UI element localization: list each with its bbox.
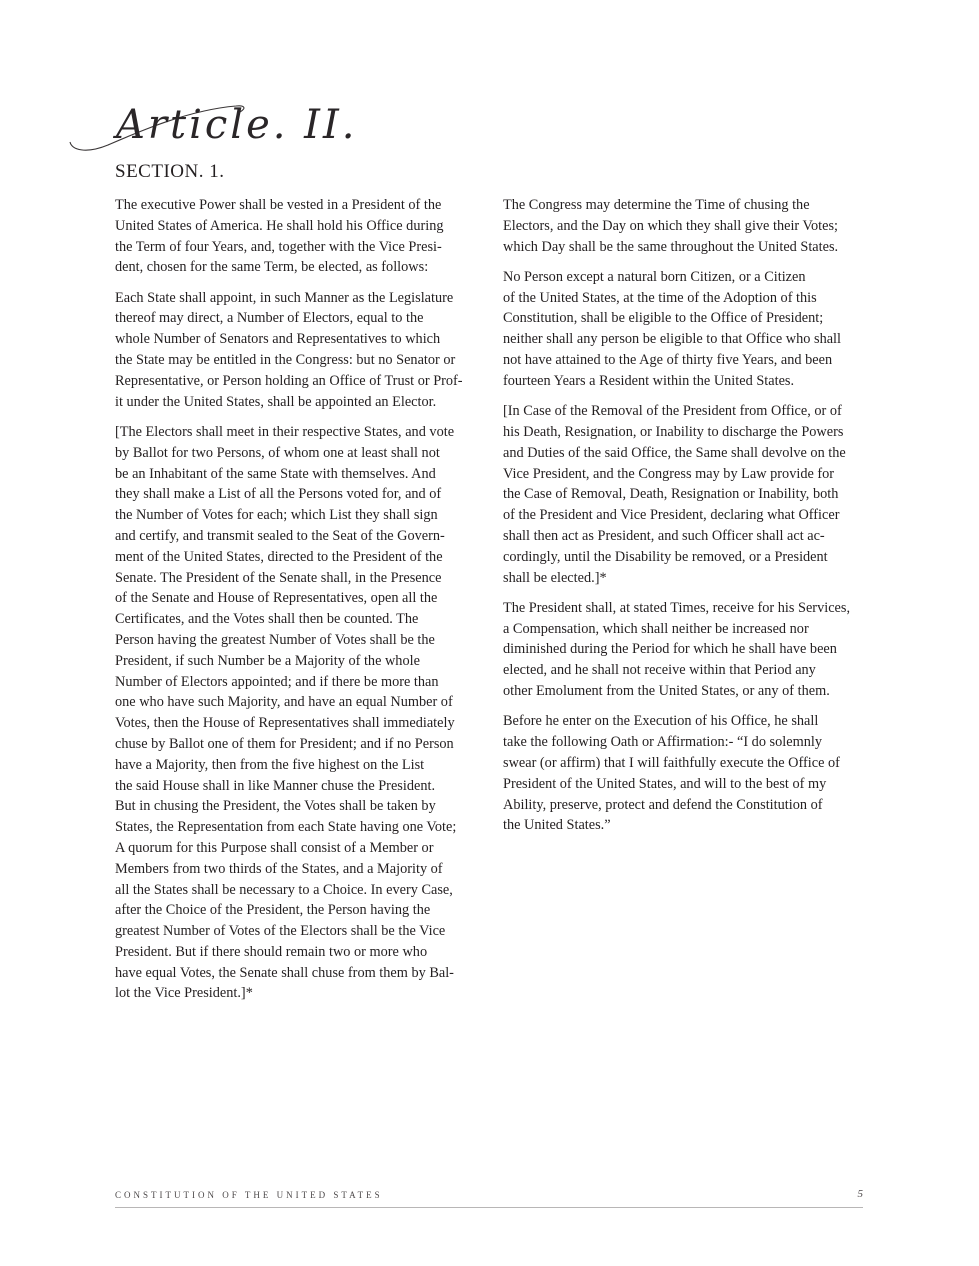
text-line: thereof may direct, a Number of Electors, equal to the bbox=[115, 310, 424, 327]
text-line: President of the United States, and will to the best of my bbox=[503, 775, 827, 792]
text-line: they shall make a List of all the Persons voted for, and of bbox=[115, 486, 442, 503]
text-line: and Duties of the said Office, the Same shall devolve on the bbox=[503, 444, 846, 461]
text-line: swear (or affirm) that I will faithfully execute the Office of bbox=[503, 754, 840, 771]
text-line: take the following Oath or Affirmation:- “I do solemnly bbox=[503, 734, 822, 751]
text-line: Number of Electors appointed; and if there be more than bbox=[115, 673, 439, 690]
text-line: shall be elected.]* bbox=[503, 569, 607, 586]
text-line: all the States shall be necessary to a Choice. In every Case, bbox=[115, 881, 453, 898]
paragraph bbox=[503, 401, 865, 588]
left-column bbox=[115, 195, 475, 1014]
text-line: Each State shall appoint, in such Manner as the Legislature bbox=[115, 289, 454, 306]
text-line: ment of the United States, directed to the President of the bbox=[115, 548, 443, 565]
text-line: the said House shall in like Manner chuse the President. bbox=[115, 777, 436, 794]
text-line: dent, chosen for the same Term, be elected, as follows: bbox=[115, 259, 429, 276]
text-line: Representative, or Person holding an Office of Trust or Prof- bbox=[115, 372, 463, 389]
section-title: SECTION. 1. bbox=[115, 161, 225, 182]
text-line: whole Number of Senators and Representatives to which bbox=[115, 331, 441, 348]
text-line: after the Choice of the President, the Person having the bbox=[115, 902, 431, 919]
text-line: Senate. The President of the Senate shall, in the Presence bbox=[115, 569, 442, 586]
text-line: of the Senate and House of Representatives, open all the bbox=[115, 590, 438, 607]
paragraph bbox=[503, 267, 865, 392]
text-line: [The Electors shall meet in their respective States, and vote bbox=[115, 423, 455, 440]
text-line: elected, and he shall not receive within that Period any bbox=[503, 662, 816, 679]
text-line: his Death, Resignation, or Inability to discharge the Powers bbox=[503, 423, 844, 440]
text-line: of the President and Vice President, declaring what Officer bbox=[503, 507, 840, 524]
text-line: Votes, then the House of Representatives shall immediately bbox=[115, 715, 455, 732]
text-line: shall then act as President, and such Officer shall act ac- bbox=[503, 527, 825, 544]
text-line: be an Inhabitant of the same State with themselves. And bbox=[115, 465, 436, 482]
article-heading bbox=[68, 98, 388, 158]
paragraph bbox=[503, 195, 865, 257]
paragraph bbox=[115, 195, 475, 278]
text-line: No Person except a natural born Citizen, or a Citizen bbox=[503, 268, 806, 285]
text-line: have a Majority, then from the five highest on the List bbox=[115, 756, 425, 773]
footer-title: CONSTITUTION OF THE UNITED STATES bbox=[115, 1190, 383, 1200]
text-line: Person having the greatest Number of Votes shall be the bbox=[115, 631, 435, 648]
text-line: Ability, preserve, protect and defend the Constitution of bbox=[503, 796, 823, 813]
text-line: cordingly, until the Disability be removed, or a President bbox=[503, 548, 828, 565]
text-line: one who have such Majority, and have an equal Number of bbox=[115, 694, 453, 711]
text-line: lot the Vice President.]* bbox=[115, 985, 253, 1002]
text-line: have equal Votes, the Senate shall chuse from them by Bal- bbox=[115, 964, 454, 981]
text-line: a Compensation, which shall neither be increased nor bbox=[503, 620, 809, 637]
text-line: The Congress may determine the Time of chusing the bbox=[503, 197, 810, 213]
page-number: 5 bbox=[857, 1188, 863, 1200]
text-line: States, the Representation from each State having one Vote; bbox=[115, 819, 457, 836]
paragraph bbox=[503, 598, 865, 702]
text-line: Before he enter on the Execution of his Office, he shall bbox=[503, 713, 819, 730]
text-line: A quorum for this Purpose shall consist of a Member or bbox=[115, 839, 434, 856]
paragraph bbox=[115, 422, 475, 1004]
text-line: the State may be entitled in the Congress: but no Senator or bbox=[115, 352, 456, 369]
text-line: the United States.” bbox=[503, 817, 611, 834]
paragraph bbox=[503, 711, 865, 836]
text-line: Members from two thirds of the States, and a Majority of bbox=[115, 860, 443, 877]
text-line: President. But if there should remain two or more who bbox=[115, 943, 428, 960]
text-line: not have attained to the Age of thirty five Years, and been bbox=[503, 352, 833, 369]
article-title: Article. II. bbox=[116, 102, 358, 148]
text-line: President, if such Number be a Majority of the whole bbox=[115, 652, 420, 669]
text-line: of the United States, at the time of the Adoption of this bbox=[503, 289, 817, 306]
text-line: the Case of Removal, Death, Resignation or Inability, both bbox=[503, 486, 839, 503]
page-footer bbox=[115, 1187, 863, 1208]
text-line: [In Case of the Removal of the President from Office, or of bbox=[503, 403, 842, 420]
text-line: and certify, and transmit sealed to the Seat of the Govern- bbox=[115, 527, 445, 544]
text-line: neither shall any person be eligible to that Office who shall bbox=[503, 331, 842, 348]
text-line: But in chusing the President, the Votes shall be taken by bbox=[115, 798, 436, 815]
text-line: it under the United States, shall be appointed an Elector. bbox=[115, 393, 437, 410]
text-line: The President shall, at stated Times, receive for his Services, bbox=[503, 599, 851, 616]
text-line: Constitution, shall be eligible to the Office of President; bbox=[503, 310, 824, 327]
text-line: chuse by Ballot one of them for President; and if no Person bbox=[115, 735, 454, 752]
text-line: the Term of four Years, and, together with the Vice Presi- bbox=[115, 238, 442, 255]
text-line: which Day shall be the same throughout the United States. bbox=[503, 238, 839, 255]
text-line: the Number of Votes for each; which List they shall sign bbox=[115, 507, 438, 524]
text-line: by Ballot for two Persons, of whom one at least shall not bbox=[115, 444, 440, 461]
text-line: fourteen Years a Resident within the United States. bbox=[503, 372, 795, 389]
text-line: United States of America. He shall hold his Office during bbox=[115, 217, 444, 234]
text-line: greatest Number of Votes of the Electors shall be the Vice bbox=[115, 923, 446, 940]
text-line: other Emolument from the United States, or any of them. bbox=[503, 683, 830, 700]
text-line: Certificates, and the Votes shall then be counted. The bbox=[115, 611, 419, 628]
right-column bbox=[503, 195, 865, 846]
paragraph bbox=[115, 288, 475, 413]
text-line: Electors, and the Day on which they shall give their Votes; bbox=[503, 217, 838, 234]
text-line: Vice President, and the Congress may by Law provide for bbox=[503, 465, 835, 482]
text-line: The executive Power shall be vested in a President of the bbox=[115, 197, 442, 213]
text-line: diminished during the Period for which he shall have been bbox=[503, 641, 837, 658]
